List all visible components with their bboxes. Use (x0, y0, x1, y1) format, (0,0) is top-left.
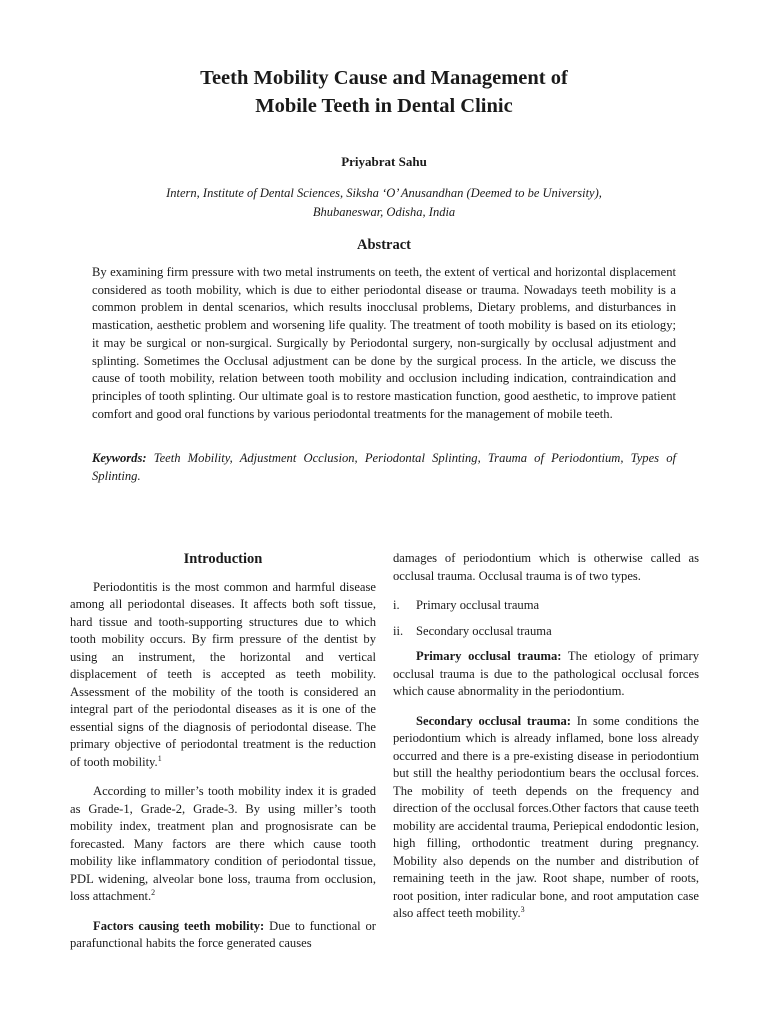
introduction-heading: Introduction (183, 551, 263, 567)
left-column (70, 550, 376, 953)
abstract-text: By examining firm pressure with two metal instruments on teeth, the extent of vertical and horizontal displacement considered as tooth mobility, which is due to either periodontal disease or trauma. Nowadays teeth mobility is a common problem in dental scenarios, which results inocclusal problems, Dietary problems, and disturbances in mastication, aesthetic problem and worsening life quality. The treatment of tooth mobility is based on its etiology; it may be surgical or non-surgical. Surgically by Periodontal surgery, non-surgically by occlusal adjustment and splinting. Sometimes the Occlusal adjustment can be done by the surgical process. In the article, we discuss the cause of tooth mobility, relation between tooth mobility and occlusion including indication, contraindication and principles of tooth splinting. Our ultimate goal is to restore mastication function, good aesthetic, to improve patient comfort and good oral functions by various periodontal treatments for the management of mobile teeth. (92, 265, 676, 421)
list-item (393, 597, 699, 615)
intro-p3-text: Due to functional or parafunctional habits the force generated causes (70, 918, 376, 950)
intro-paragraph-2 (70, 783, 376, 906)
abstract-heading: Abstract (357, 237, 411, 253)
title-line-1: Teeth Mobility Cause and Management of (200, 67, 568, 89)
primary-trauma-heading: Primary occlusal trauma: (416, 649, 562, 663)
right-column (393, 550, 699, 923)
title-line-2: Mobile Teeth in Dental Clinic (255, 95, 513, 117)
list-text: Secondary occlusal trauma (416, 623, 552, 638)
intro-p1-text: Periodontitis is the most common and harmful disease among all periodontal diseases. It affects both soft tissue, hard tissue and tooth-supporting structures due to which tooth mobility occurs. By firm pressure of the dentist by using an instrument, the horizontal and vertical displacement of teeth is accepted as teeth mobility. Assessment of the mobility of the tooth is considered an integral part of the periodontal diseases as it is one of the essential signs of the diagnosis of periodontal disease. The primary objective of periodontal treatment is the reduction of tooth mobility. (70, 579, 376, 769)
secondary-trauma-text: In some conditions the periodontium which is already inflamed, bone loss already occurred and there is a pre-existing disease in periodontium but still the healthy periodontium bears the occlusal forces. The mobility of teeth depends on the frequency and direction of the occlusal forces.Other factors that cause teeth mobility are accidental trauma, Periepical endodontic lesion, high filling, orthodontic treatment during pregnancy. Mobility also depends on the number and distribution of remaining teeth in the jaw. Root shape, number of roots, root position, inter radicular bone, and root amputation case also affect teeth mobility. (393, 713, 699, 920)
right-paragraph-1: damages of periodontium which is otherwise called as occlusal trauma. Occlusal trauma is of two types. (393, 551, 699, 583)
primary-trauma-paragraph (393, 648, 699, 701)
secondary-trauma-paragraph (393, 713, 699, 923)
author-name: Priyabrat Sahu (341, 154, 427, 169)
intro-paragraph-3 (70, 918, 376, 953)
list-item (393, 623, 699, 641)
affiliation-line-1: Intern, Institute of Dental Sciences, Siksha ‘O’ Anusandhan (Deemed to be University), (166, 186, 602, 200)
affiliation-line-2: Bhubaneswar, Odisha, India (312, 205, 456, 219)
paper-title (0, 64, 768, 120)
intro-paragraph-1 (70, 579, 376, 772)
list-number: ii. (393, 623, 404, 638)
citation-ref: 1 (157, 753, 162, 763)
list-text: Primary occlusal trauma (416, 598, 540, 612)
list-number: i. (393, 598, 400, 612)
keywords-label: Keywords: (92, 451, 147, 465)
intro-p2-text: According to miller’s tooth mobility index it is graded as Grade-1, Grade-2, Grade-3. By using miller’s tooth mobility index, treatment plan and prognosisrate can be forecasted. Many factors are there which cause tooth mobility like inflammatory condition of periodontal tissue, PDL widening, alveolar bone loss, trauma from occlusion, loss attachment. (70, 784, 376, 903)
keywords (92, 450, 676, 485)
keywords-text: Teeth Mobility, Adjustment Occlusion, Periodontal Splinting, Trauma of Periodontium, Types of Splinting. (92, 451, 677, 483)
citation-ref: 3 (520, 904, 525, 914)
factors-heading: Factors causing teeth mobility: (93, 918, 265, 933)
affiliation (0, 184, 768, 222)
primary-trauma-text: The etiology of primary occlusal trauma is due to the pathological occlusal forces which cause abnormality in the periodontium. (393, 649, 699, 698)
secondary-trauma-heading: Secondary occlusal trauma: (416, 713, 571, 728)
citation-ref: 2 (151, 887, 156, 897)
